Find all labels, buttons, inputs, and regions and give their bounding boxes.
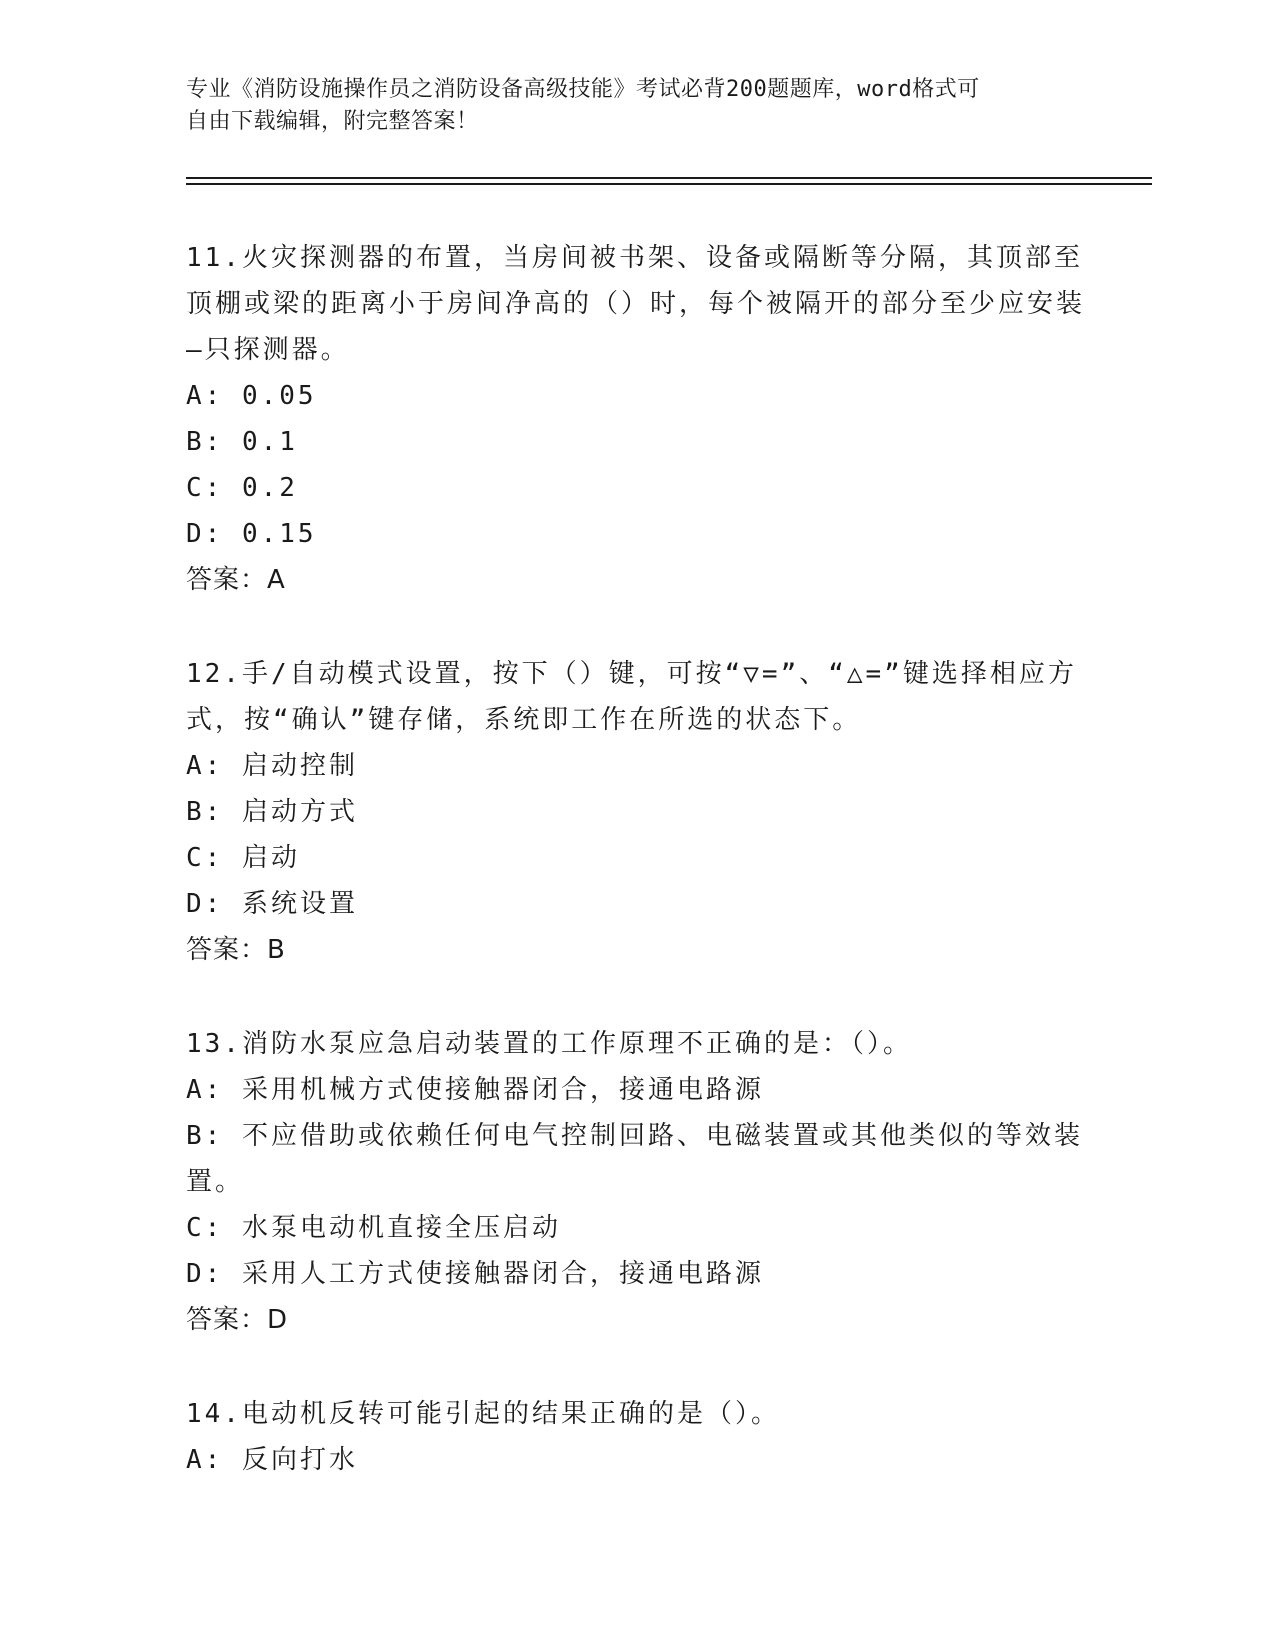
option-c: C: 水泵电动机直接全压启动: [186, 1213, 561, 1243]
option-b: B: 0.1: [186, 427, 298, 457]
question-list: [186, 235, 1086, 1531]
answer-line: 答案：D: [186, 1305, 289, 1335]
question-stem: 11.火灾探测器的布置，当房间被书架、设备或隔断等分隔，其顶部至顶棚或梁的距离小于房间净高的（）时，每个被隔开的部分至少应安装—只探测器。: [186, 243, 1086, 365]
answer-line: 答案：A: [186, 565, 286, 595]
answer-line: 答案：B: [186, 935, 286, 965]
option-a: A: 启动控制: [186, 751, 358, 781]
question-11: [186, 235, 1086, 603]
header-divider-bottom: [186, 183, 1152, 185]
option-a: A: 采用机械方式使接触器闭合，接通电路源: [186, 1075, 764, 1105]
option-d: D: 0.15: [186, 519, 317, 549]
question-13: [186, 1021, 1086, 1343]
document-header: [186, 74, 1086, 138]
option-c: C: 0.2: [186, 473, 298, 503]
question-stem: 13.消防水泵应急启动装置的工作原理不正确的是：（）。: [186, 1029, 912, 1059]
option-a: A: 0.05: [186, 381, 317, 411]
option-a: A: 反向打水: [186, 1445, 358, 1475]
question-stem: 12.手/自动模式设置，按下（）键，可按“▽=”、“△=”键选择相应方式，按“确认”键存储，系统即工作在所选的状态下。: [186, 659, 1077, 735]
header-line-2: 自由下载编辑，附完整答案！: [186, 109, 479, 134]
question-14: [186, 1391, 1086, 1483]
question-12: [186, 651, 1086, 973]
option-b: B: 不应借助或依赖任何电气控制回路、电磁装置或其他类似的等效装置。: [186, 1121, 1083, 1197]
option-c: C: 启动: [186, 843, 300, 873]
option-d: D: 采用人工方式使接触器闭合，接通电路源: [186, 1259, 764, 1289]
option-b: B: 启动方式: [186, 797, 358, 827]
option-d: D: 系统设置: [186, 889, 358, 919]
header-divider-top: [186, 177, 1152, 179]
header-line-1: 专业《消防设施操作员之消防设备高级技能》考试必背200题题库，word格式可: [186, 77, 980, 102]
question-stem: 14.电动机反转可能引起的结果正确的是（）。: [186, 1399, 780, 1429]
